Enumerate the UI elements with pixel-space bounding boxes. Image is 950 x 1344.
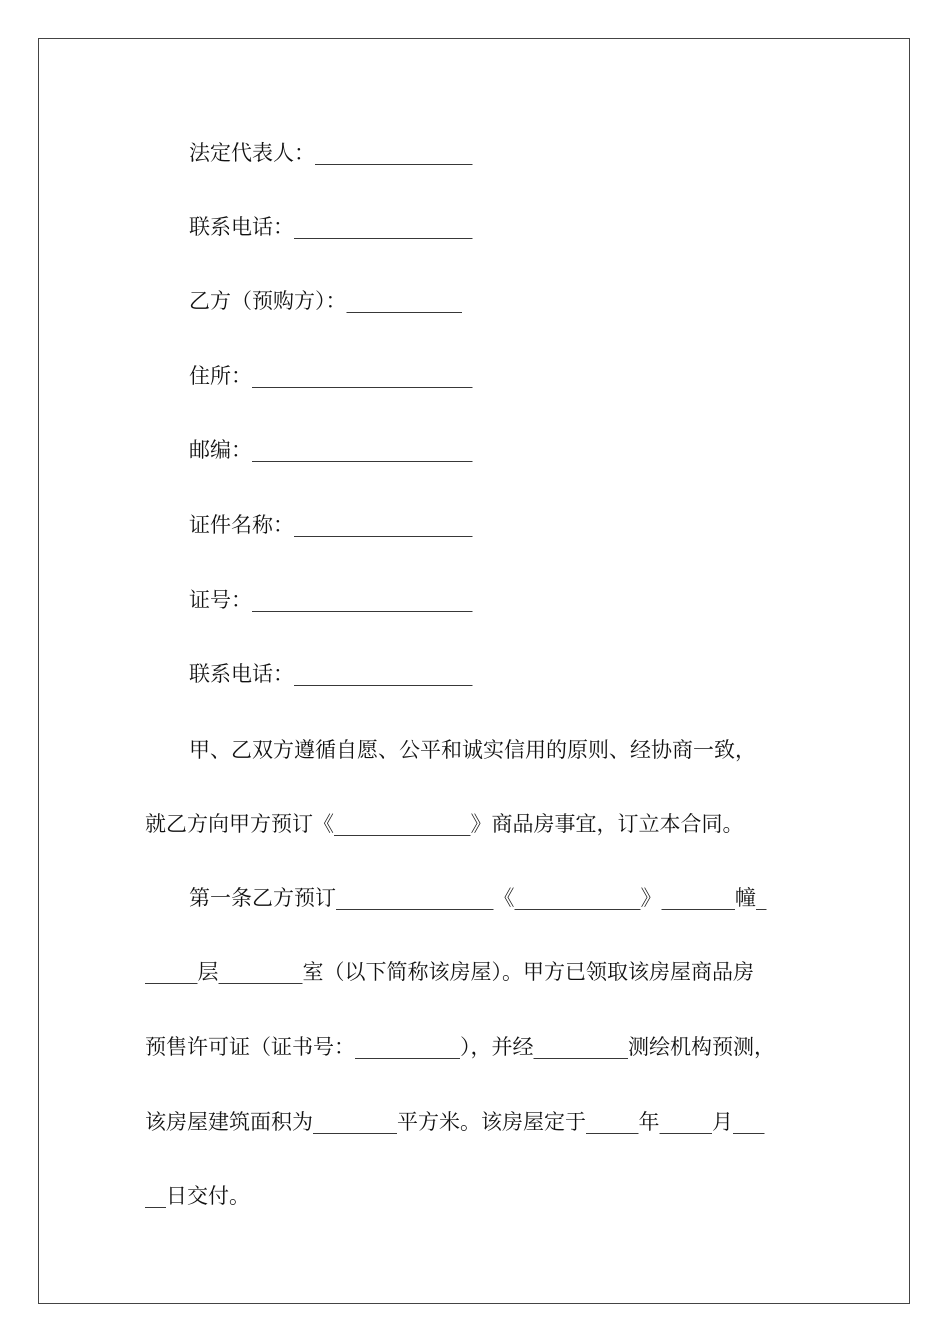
article-1-line-2: _____层________室（以下简称该房屋）。甲方已领取该房屋商品房	[145, 960, 754, 984]
id-number-field: 证号：_____________________	[189, 588, 473, 612]
party-b-name-field: 乙方（预购方）：___________	[189, 289, 462, 313]
article-1-line-1: 第一条乙方预订_______________《____________》_______幢_	[189, 886, 767, 910]
postcode-field: 邮编：_____________________	[189, 438, 473, 462]
residence-field: 住所：_____________________	[189, 364, 473, 388]
legal-representative-field: 法定代表人：_______________	[189, 141, 473, 165]
party-a-phone-field: 联系电话：_________________	[189, 215, 473, 239]
article-1-line-4: 该房屋建筑面积为________平方米。该房屋定于_____年_____月___	[145, 1110, 765, 1134]
article-1-line-5: __日交付。	[145, 1184, 250, 1208]
id-document-name-field: 证件名称：_________________	[189, 513, 473, 537]
article-1-line-3: 预售许可证（证书号：__________），并经_________测绘机构预测，	[145, 1035, 775, 1059]
party-b-phone-field: 联系电话：_________________	[189, 662, 473, 686]
preamble-paragraph-line-2: 就乙方向甲方预订《_____________》商品房事宜，订立本合同。	[145, 812, 744, 836]
preamble-paragraph-line-1: 甲、乙双方遵循自愿、公平和诚实信用的原则、经协商一致，	[189, 738, 756, 762]
